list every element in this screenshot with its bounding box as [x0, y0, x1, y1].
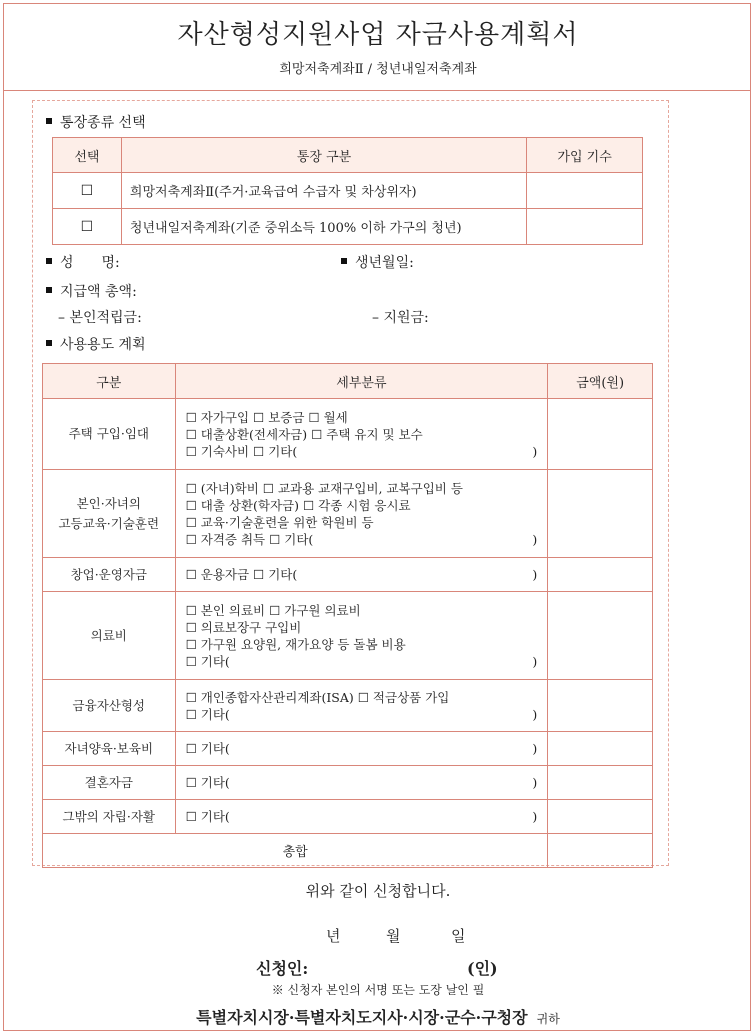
amount-field[interactable]: [548, 470, 653, 558]
total-row: [43, 834, 653, 868]
bullet-square-icon: [341, 258, 347, 264]
detail-childcare: [175, 732, 548, 766]
amount-field[interactable]: [548, 592, 653, 680]
option-line[interactable]: ☐ 본인 의료비 ☐ 가구원 의료비: [185, 602, 361, 618]
option-other-label: ☐ 기타(: [185, 775, 230, 790]
birthdate-field[interactable]: [341, 252, 414, 272]
option-line[interactable]: ☐ (자녀)학비 ☐ 교과용 교재구입비, 교복구입비 등: [185, 480, 463, 496]
amount-field[interactable]: [548, 399, 653, 470]
payment-total-field[interactable]: [46, 281, 137, 301]
category-label: 자녀양육·보육비: [64, 740, 154, 756]
option-other-label: ☐ 운용자금 ☐ 기타(: [185, 567, 298, 582]
table-row: [43, 470, 653, 558]
seal-label: (인): [467, 959, 498, 978]
option-other-label: ☐ 기타(: [185, 809, 230, 824]
category-label: 주택 구입·임대: [68, 426, 149, 441]
table-row: [43, 732, 653, 766]
name-field[interactable]: [46, 252, 120, 272]
bullet-square-icon: [46, 287, 52, 293]
usage-table-header: [43, 364, 653, 399]
amount-field[interactable]: [548, 558, 653, 592]
header-amount: 금액(원): [548, 364, 653, 399]
header-account-type: 통장 구분: [121, 138, 526, 173]
option-line[interactable]: [186, 808, 538, 825]
option-line[interactable]: [186, 774, 538, 791]
join-term-field[interactable]: [527, 173, 643, 209]
table-row: [43, 800, 653, 834]
option-line[interactable]: ☐ 의료보장구 구입비: [185, 619, 302, 635]
table-row: [43, 558, 653, 592]
category-label: 창업·운영자금: [70, 566, 147, 582]
title-divider: [3, 90, 751, 91]
addressee: 특별자치시장·특별자치도지사·시장·군수·구청장: [196, 1008, 528, 1027]
option-line[interactable]: ☐ 가구원 요양원, 재가요양 등 돌봄 비용: [185, 636, 406, 652]
category-housing: [43, 399, 176, 470]
category-label: 고등교육·기술훈련: [58, 515, 160, 531]
category-label: 결혼자금: [84, 774, 133, 790]
category-startup: [43, 558, 176, 592]
category-childcare: [43, 732, 176, 766]
form-title: 자산형성지원사업 자금사용계획서: [177, 20, 579, 50]
option-line[interactable]: [186, 566, 538, 583]
table-row: [43, 680, 653, 732]
category-medical: [43, 592, 176, 680]
option-line[interactable]: [186, 653, 538, 670]
option-other-label: ☐ 기숙사비 ☐ 기타(: [185, 443, 298, 459]
name-label: 성 명:: [60, 255, 120, 271]
addressee-line: [0, 1005, 756, 1028]
usage-plan-table: [42, 363, 653, 868]
option-line[interactable]: ☐ 대출상환(전세자금) ☐ 주택 유지 및 보수: [185, 426, 423, 442]
header-join-term: 가입 기수: [527, 138, 643, 173]
detail-wedding: [175, 766, 548, 800]
signature-note: ※ 신청자 본인의 서명 또는 도장 날인 필: [271, 983, 485, 997]
addressee-suffix: 귀하: [536, 1012, 560, 1026]
option-other-label: ☐ 기타(: [185, 741, 230, 756]
option-line[interactable]: ☐ 대출 상환(학자금) ☐ 각종 시험 응시료: [185, 497, 411, 513]
table-row: [43, 766, 653, 800]
category-label: 그밖의 자립·자활: [62, 808, 156, 824]
amount-field[interactable]: [548, 766, 653, 800]
option-other-label: ☐ 기타(: [185, 706, 230, 722]
account-table-header: [53, 138, 643, 173]
total-amount-field[interactable]: [548, 834, 653, 868]
date-year-label: 년: [326, 927, 341, 945]
form-subtitle: 희망저축계좌Ⅱ / 청년내일저축계좌: [279, 62, 477, 77]
header-select: 선택: [53, 138, 122, 173]
close-paren: ): [532, 706, 538, 722]
account-label-hope-savings: 희망저축계좌Ⅱ(주거·교육급여 수급자 및 차상위자): [121, 173, 526, 209]
detail-startup: [175, 558, 548, 592]
category-wedding: [43, 766, 176, 800]
header-detail: 세부분류: [175, 364, 548, 399]
birth-label: 생년월일:: [355, 255, 414, 271]
close-paren: ): [532, 653, 538, 669]
apply-statement: 위와 같이 신청합니다.: [305, 882, 451, 900]
table-row: [43, 399, 653, 470]
option-line[interactable]: [186, 740, 538, 757]
close-paren: ): [532, 443, 538, 459]
detail-financial-assets: [175, 680, 548, 732]
category-education: [43, 470, 176, 558]
amount-field[interactable]: [548, 732, 653, 766]
table-row: [43, 592, 653, 680]
close-paren: ): [532, 775, 538, 790]
support-amount-field[interactable]: – 지원금:: [372, 310, 429, 326]
section-account-heading: [46, 112, 146, 132]
option-line[interactable]: ☐ 교육·기술훈련을 위한 학원비 등: [185, 514, 374, 530]
self-savings-field[interactable]: – 본인적립금:: [58, 310, 142, 326]
option-line[interactable]: [186, 706, 538, 723]
account-type-table: [52, 137, 643, 245]
bullet-square-icon: [46, 118, 52, 124]
option-line[interactable]: ☐ 자가구입 ☐ 보증금 ☐ 월세: [185, 409, 348, 425]
close-paren: ): [532, 809, 538, 824]
option-line[interactable]: ☐ 개인종합자산관리계좌(ISA) ☐ 적금상품 가입: [185, 689, 450, 705]
date-month-label: 월: [386, 927, 401, 945]
total-label: 총합: [43, 834, 548, 868]
account-label-youth-savings: 청년내일저축계좌(기준 중위소득 100% 이하 가구의 청년): [121, 209, 526, 245]
checkbox-youth-savings[interactable]: ☐: [53, 209, 122, 245]
category-label: 의료비: [90, 627, 127, 643]
category-other-independence: [43, 800, 176, 834]
detail-other-independence: [175, 800, 548, 834]
date-day-label: 일: [451, 927, 466, 945]
bullet-square-icon: [46, 258, 52, 264]
detail-medical: [175, 592, 548, 680]
option-line[interactable]: [186, 531, 538, 548]
table-row: [53, 173, 643, 209]
table-row: [53, 209, 643, 245]
header-category: 구분: [43, 364, 176, 399]
option-other-label: ☐ 기타(: [185, 653, 230, 669]
category-label: 금융자산형성: [72, 697, 145, 713]
category-label: 본인·자녀의: [76, 495, 141, 511]
close-paren: ): [532, 567, 538, 582]
join-term-field[interactable]: [527, 209, 643, 245]
bullet-square-icon: [46, 340, 52, 346]
option-line[interactable]: [186, 443, 538, 460]
amount-field[interactable]: [548, 800, 653, 834]
section-account-label: 통장종류 선택: [60, 115, 146, 131]
section-usage-label: 사용용도 계획: [60, 337, 146, 353]
amount-field[interactable]: [548, 680, 653, 732]
close-paren: ): [532, 741, 538, 756]
payment-total-label: 지급액 총액:: [60, 284, 137, 300]
checkbox-hope-savings[interactable]: ☐: [53, 173, 122, 209]
section-usage-heading: [46, 334, 146, 354]
detail-education: [175, 470, 548, 558]
applicant-field[interactable]: 신청인:: [256, 959, 309, 978]
category-financial-assets: [43, 680, 176, 732]
detail-housing: [175, 399, 548, 470]
close-paren: ): [532, 531, 538, 547]
option-other-label: ☐ 자격증 취득 ☐ 기타(: [185, 531, 314, 547]
